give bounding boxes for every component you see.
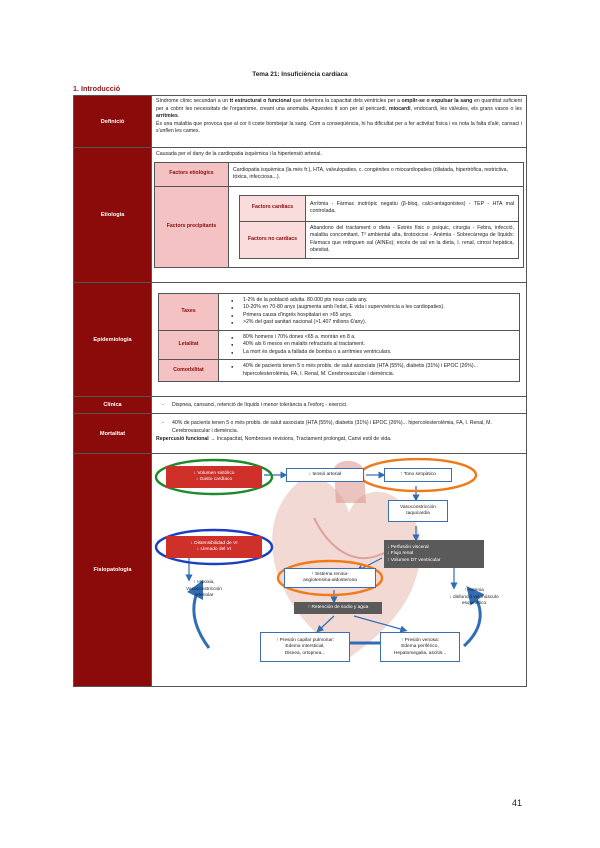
definicio-content xyxy=(152,96,527,148)
label-clinica: Clínica xyxy=(74,397,152,414)
clinica-content xyxy=(152,397,527,414)
list-item: ● 10-20% en 70-80 anys (augmenta amb l'edat, E vida i supervivència a les cardiopaties). xyxy=(229,304,515,312)
mortalitat-content xyxy=(152,414,527,454)
definicio-bold: arrítmies xyxy=(156,113,178,120)
factors-no-cardiacs-text: Abandono del tractament o dieta - Estrès físic o psíquic, cirurgia - Febra, infecció, malaltia concomitant, T² ambiental alta, tirotoxicosi - Anèmia - Sobrecàrrega de líquids: Fàrmacs que retinguen sal (AINEs); excés de sal en la dieta, I. renal, cirrosi hepàtica, obesitat. xyxy=(306,221,519,258)
precipitants-subtable xyxy=(239,195,519,259)
repercussio-line xyxy=(156,436,522,444)
label-letalitat: Letalitat xyxy=(159,330,219,360)
definicio-bold: miocardi xyxy=(389,105,411,112)
row-clinica xyxy=(74,397,527,414)
page-title: Tema 21: Insuficiència cardíaca xyxy=(252,71,348,78)
list-item: ● 1-2% de la població adulta. 80.000 pts nous cada any. xyxy=(229,297,515,305)
etiologia-intro: Causada per el dany de la cardiopatia isquèmica i la hipertensió arterial. xyxy=(156,151,322,157)
label-factors-etiologics: Factors etiològics xyxy=(155,162,229,186)
factors-etiologics-text: Cardiopatia isquèmica (la més fr.), HTA, valvulopaties, c. congènites o miocardiopaties (dilatada, hipertròfica, restrictiva, tòxica, infecciosa...). xyxy=(229,162,524,186)
definicio-bold: tt estructural o funcional xyxy=(229,98,292,104)
list-item: ● La mort és deguda a fallada de bomba o a arrítmies ventriculars. xyxy=(229,349,515,357)
box-perfusion-visceral: ↓ Perfusión visceral ↓ Flujo renal ↑ Volumen DT ventricular xyxy=(384,540,484,568)
box-vasoconstriccion: Vasoconstricción taquicardia xyxy=(388,500,448,522)
taxes-cell xyxy=(219,293,520,330)
label-etiologia: Etiologia xyxy=(74,148,152,283)
definicio-bold: omplir-se o expulsar la sang xyxy=(401,98,473,104)
etiologia-content xyxy=(152,148,527,283)
letalitat-cell xyxy=(219,330,520,360)
list-item: ● 40% als 6 mesos en malalts refractaris al tractament. xyxy=(229,341,515,349)
fisiopatologia-content xyxy=(152,454,527,687)
label-epidemiologia: Epidemiologia xyxy=(74,282,152,397)
list-item: ● 80% homens i 70% dones <65 a. moriràn en 8 a. xyxy=(229,334,515,342)
box-tono-simpatico: ↑ Tono simpàtico xyxy=(384,468,452,482)
label-factors-precipitants: Factors precipitants xyxy=(155,186,229,267)
definicio-text: en quantitat suficient per a cobrir les necessitats de l'organisme, creant una anomalia. Aquestes tt son per al pericardi, xyxy=(156,98,522,112)
fisiopatologia-diagram xyxy=(154,458,524,670)
label-factors-cardiacs: Factors cardíacs xyxy=(240,195,306,221)
box-volumen-sistolico: ↓ Volumen sistòlico ↓ Gasto cardíaco xyxy=(166,466,262,488)
label-fisiopatologia: Fisiopatologia xyxy=(74,454,152,687)
row-mortalitat xyxy=(74,414,527,454)
taxes-list xyxy=(229,297,515,327)
comorbilitat-list xyxy=(229,363,515,378)
label-mortalitat: Mortalitat xyxy=(74,414,152,454)
box-distensibilidad: ↓ Distensibilidad de VI ↓ Llenado del VI xyxy=(166,536,262,558)
definicio-text: , endocardi, les vàlvules, els grans vasos o les xyxy=(410,105,523,112)
section-title: 1. Introducció xyxy=(73,84,121,93)
label-comorbilitat: Comorbilitat xyxy=(159,360,219,382)
list-item: ● Primera causa d'ingrés hospitalari en >65 anys. xyxy=(229,312,515,320)
note-astenia: ↑ Astenia ↓ disfunció vel músculo esquelético xyxy=(449,588,499,606)
label-taxes: Taxes xyxy=(159,293,219,330)
list-item: ● >2% del gast sanitari nacional (>1.407 milions €/any). xyxy=(229,319,515,327)
row-definicio xyxy=(74,96,527,148)
clinica-text: - Dispnea, cansanci, retenció de líquids i menor tolerància a l'esforç - exercici. xyxy=(156,402,522,410)
letalitat-list xyxy=(229,334,515,357)
label-definicio: Definició xyxy=(74,96,152,148)
factors-cardiacs-text: Arrítmia - Fàrmac inotròpic negatiu (β-bloq, calci-antagonistes) - TEP - HTA mal controlada. xyxy=(306,195,519,221)
box-presion-venosa: ↑ Presión venosa: Edema periférico, Hepatomegalia, ascitis... xyxy=(380,632,460,662)
definicio-text: que deteriora la capacitat dels ventricles per a xyxy=(291,98,402,104)
definicio-text: . xyxy=(177,113,180,120)
box-retencion-sodio: ↑ Retención de sodio y agua xyxy=(294,602,382,614)
box-sistema-renina: ↑ Sistema renina- angiotensina-aldosterona xyxy=(284,568,376,588)
factors-precipitants-cell xyxy=(229,186,524,267)
definicio-text: Síndrome clínic secundari a un xyxy=(156,98,230,104)
box-presion-capilar: ↑ Presión capilar pulmonar: Edema intersticial, Disnea, ortopnea... xyxy=(260,632,350,662)
content-table xyxy=(73,95,527,687)
definicio-text-2: És una malaltia que provoca que al cor li coste bombejar la sang. Com a conseqüència, hi ha dificultat per a fer activitat física i es nota la falta d'alè, cansaci i s'unflen les cames. xyxy=(156,120,522,135)
mortalitat-text: - 40% de pacients tenen 5 o més probls. de salut associats (HTA (55%), diabetis (31%) i EPOC (26%)... hipercolesterolèmia, FA, I. Renal, M. Cerebrovascular i demència. xyxy=(156,420,522,435)
page-number: 41 xyxy=(512,798,523,808)
note-hipoxia: ↑ Hipoxia, Vasoconstricción arteriolar xyxy=(186,580,222,598)
row-epidemiologia xyxy=(74,282,527,397)
epidemiologia-subtable xyxy=(158,293,520,383)
label-factors-no-cardiacs: Factors no cardíacs xyxy=(240,221,306,258)
list-item: ● 40% de pacients tenen 5 o més probls. de salut associats (HTA (55%), diabetis (31%) i EPOC (26%)... hipercolesterolèmia, FA, I. Renal, M. Cerebrovascular i demència. xyxy=(229,363,515,378)
repercussio-label: Repercusió funcional xyxy=(156,435,209,442)
repercussio-text: → Incapacitat, Nombroses revisions, Tractament prolongat, Canvi estil de vida. xyxy=(208,435,392,442)
epidemiologia-content xyxy=(152,282,527,397)
row-etiologia xyxy=(74,148,527,283)
row-fisiopatologia xyxy=(74,454,527,687)
etiologia-subtable xyxy=(154,162,524,268)
box-tension-arterial: ↓ tensió arterial xyxy=(286,468,364,482)
comorbilitat-cell xyxy=(219,360,520,382)
